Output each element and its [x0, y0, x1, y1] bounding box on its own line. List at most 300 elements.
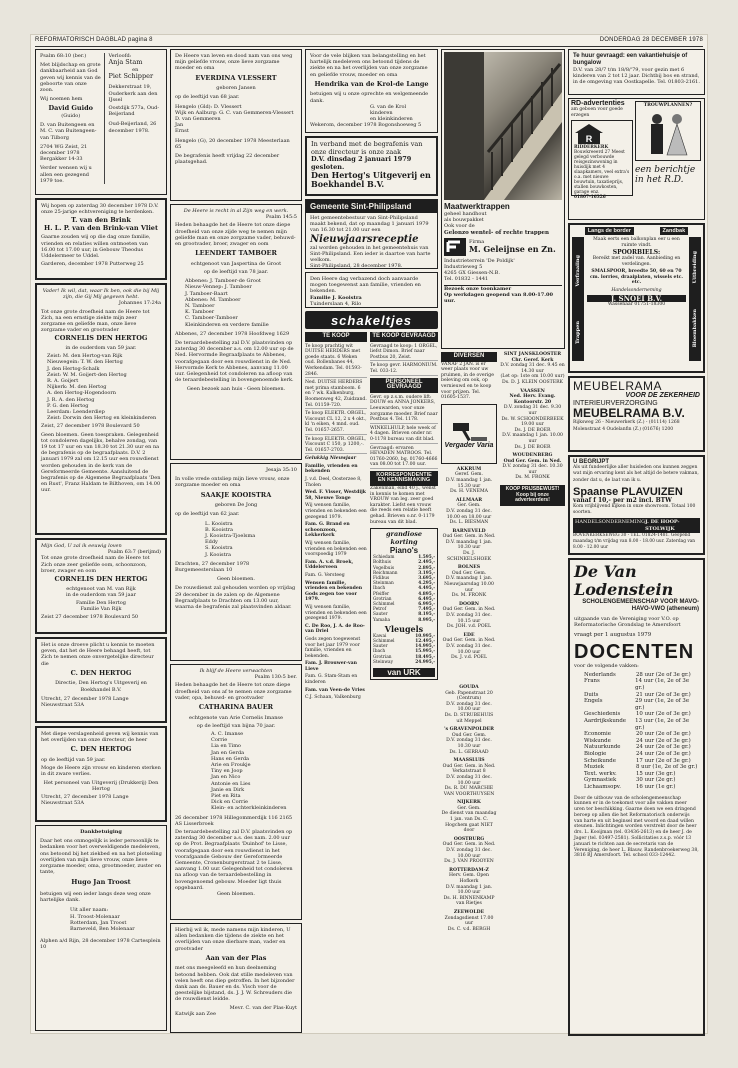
vak-hours: 21 uur (2e of 3e gr.): [636, 691, 691, 698]
stair-sub: geheel handhout als bouwpakket Ook voor de: [444, 211, 487, 230]
church-place: 's GRAVENPOLDER: [444, 727, 494, 733]
thanks-notice-krol: [305, 49, 438, 133]
church-line: Ds. J. SCHINKELSHOEK: [446, 551, 492, 562]
vak-row: [584, 784, 699, 791]
banner-text: schakeltjes: [330, 312, 413, 328]
wish-sign: Familie, vrienden en bekenden: [305, 463, 358, 475]
age: op de leeftijd van 59 jaar.: [41, 756, 106, 763]
deceased-name: Hendrika van de Krol-de Lange: [314, 79, 429, 88]
price-name: Steinway: [373, 659, 394, 665]
meubelrama-ad: [568, 376, 705, 452]
vak-name: Gymnastiek: [584, 777, 617, 784]
municipality-notice: [305, 199, 438, 269]
church-entry: [441, 498, 497, 526]
gevraagd-list: [370, 344, 438, 376]
intro-text: De Heere van leven en dood nam van ons weg mijn geliefde vrouw, onze lieve zorgzame moeder en oma: [175, 53, 293, 72]
plavuis-title: Spaanse PLAVUIZEN: [573, 485, 683, 498]
price-name: Sauter: [373, 612, 388, 618]
vak-name: Biologie: [584, 750, 607, 757]
bungalow-text: D.V. van 28/7 t/m 18/8/'79, voor gezin met 6 kinderen van 2 tot 12 jaar. Dichtbij bos en strand, in de omgeving van Oostkapelle. Tel. 01803-2161.: [573, 67, 700, 86]
diversen-kerk-row: [441, 352, 565, 682]
vak-hours: 24 uur (2e of 3e gr.): [636, 744, 691, 751]
meubelrama-slogan: VOOR DE ZEKERHEID: [625, 392, 700, 399]
place-date: Zeist 27 december 1978 Boulevard 50: [41, 614, 139, 621]
vak-hours: 24 uur (2e of 3e gr.): [636, 750, 691, 757]
funeral-info: De rouwdienst zal gehouden worden op vrijdag 29 december in de zalen op de Algemene Begraafplaats te Drachten om 13.00 uur, waarna de begrafenis zal plaatsvinden aldaar.: [175, 585, 296, 610]
vak-name: Nederlands: [584, 671, 616, 678]
plavuis-heading: U BEGRIJPT: [573, 459, 610, 465]
verloofd-label: Verloofd:: [108, 53, 132, 59]
wish-text: Fam. G. Stam-Stam en kinderen: [305, 674, 358, 686]
church-line: Nieuwjaarsdag 10.00 uur: [444, 582, 494, 593]
verse-ref: Psalm 63:7 (berijmd): [107, 549, 161, 556]
deceased-name: LEENDERT TAMBOER: [195, 249, 277, 258]
svg-text:R: R: [585, 133, 593, 144]
closed-notice: [305, 136, 438, 196]
column-2: [170, 49, 302, 1033]
rd-advertenties: [568, 98, 705, 220]
vak-name: Muziek: [584, 764, 605, 771]
church-place: VAASSEN: [520, 388, 545, 394]
title: Gemeente Sint-Philipsland: [306, 200, 437, 213]
intro-text: Wij hopen op zaterdag 30 december 1978 D.V. onze 25-jarige echtvereniging te herdenken.: [41, 203, 159, 216]
church-org: Oud Ger. Gem. in Ned.: [503, 458, 562, 464]
church-line: Ds. H. VENEMA: [450, 489, 488, 495]
vak-row: [584, 698, 699, 711]
church-entry: [441, 837, 497, 865]
church-org: Ned. Herv. Evang. Kontoorstr. 20: [509, 394, 556, 405]
wish-sign: Fam. J. Brouwer-van Lieve: [305, 661, 357, 672]
title: Dankbetuiging: [80, 829, 122, 835]
verse-ref: Johannes 17:24a: [118, 300, 161, 307]
church-line: Oud Ger. Gem. in Ned.: [442, 763, 496, 769]
price-name: Steinman: [373, 581, 394, 587]
age: op de leeftijd van 68 jaar.: [175, 94, 240, 101]
snoei-side-trappen: Trappen: [574, 320, 581, 344]
family-list: Abbenes: J. Tamboer-de Groot Nieuw-Vennep: J. Tamboer J. Tamboer-Baart Abbenes: M. Tamboer N. Tamboer K. Tamboer C. Tamboer-Tamboer Kleinkinderen en verdere familie: [185, 278, 269, 328]
price-name: Schiedam: [373, 555, 395, 561]
intro-text: In volle vrede ontsliep mijn lieve vrouw, onze zorgzame moeder en oma: [175, 476, 290, 489]
family-list: Zeist: M. den Hertog-van Rijk Nieuwegein: T. W. den Hertog J. den Hertog-Schalk Zeist: W. M. Goijert-den Hertog R. A. Goijert Nijkerk: M. den Hertog A. den Hertog-Hogendoorn J. R. A. den Hertog P. G. den Hertog Leerdam: Leenderdiep Zeist: Dorwin den Hertog en kleinkinderen: [47, 353, 157, 422]
column-4: [441, 49, 565, 1033]
bungalow-title: Te huur gevraagd: een vakantiehuisje of bungalow: [573, 53, 688, 66]
verse: Mijn God, U zal ik eeuwig loven: [41, 543, 122, 549]
price-name: Grotrian: [373, 654, 392, 660]
wish-sign: Fam. G. Brand en schoonzoon, Lekkerkerk: [305, 522, 350, 539]
price-name: Reichmann: [373, 570, 398, 576]
church-entry: [441, 602, 497, 630]
firm-address: Industrieterrein 'De Poldijk' Industrieweg 5 4265 GX Giessen-N.B. Tel. 01832 - 1441: [444, 257, 515, 283]
verse: Psalm 68:10 (ber.): [40, 53, 87, 59]
classified-item: WINKELHULP, hele week of 4 dagen. Brieven onder nr. 0-1178 bureau van dit blad.: [370, 426, 438, 444]
price-value: 10.995,-: [415, 633, 435, 639]
church-entry: [441, 467, 497, 495]
firm-hours: Bezoek onze toonkamer Op werkdagen geopend van 8.00-17.00 uur.: [444, 285, 562, 305]
church-entry: [441, 633, 497, 661]
vak-hours: 29 uur (1e, 2e of 3e gr.): [635, 698, 690, 711]
bungalow-ad: [568, 49, 705, 95]
obituary-kooistra: [170, 463, 302, 661]
family-list: L. Kooistra B. Kooistra J. Kooistra-Tjoelsma Eddy S. Kooistra J. Kooistra: [205, 520, 256, 558]
vak-name: Frans: [584, 678, 600, 685]
family-list: Familie Den Hertog Familie Van Rijk: [76, 599, 126, 613]
body-text: Daar het ons onmogelijk is ieder persoonlijk te bedanken voor het overweldigende medeleven, ons betoond bij het ziekbed en na het plotseling overlijden van mijn lieve vrouw, onze lieve zorgzame moeder, oma, grootmoeder, zuster en tante,: [40, 838, 162, 876]
staff: Het personeel van Uitgeverij (Drukkerij) Den Hertog: [43, 779, 159, 792]
church-place: GOUDA: [459, 685, 479, 690]
church-line: Ds. JOH. v.d. POEL: [446, 624, 492, 630]
church-line: Oud Ger. Gem. in Ned.: [442, 638, 496, 644]
intro-text: Tot onze grote droefheid nam de Heere tot Zich onze zeer geliefde oom, schoonzoon, broer, zwager en oom: [41, 555, 150, 574]
vak-hours: 13 uur (1e, 2e of 3e gr.): [635, 717, 690, 731]
church-entry: [441, 529, 497, 563]
church-line: D.V. maandag 1 jan. 15.30 uur: [445, 477, 493, 489]
vak-row: [584, 777, 699, 784]
vak-name: Wiskunde: [584, 737, 611, 744]
age: in de ouderdom van 59 jaar: [66, 591, 136, 598]
price-name: Yamaha: [373, 617, 391, 623]
header-right: DONDERDAG 28 DECEMBER 1978: [599, 37, 703, 43]
funeral-info: De teraardebestelling zal D.V. plaatsvinden op zaterdag 30 december a.s. om 12.00 uur op de Ned. Hervormde Begraafplaats te Abbenes, voorafgegaan door een rouwdienst in de Ned. Hervormde Kerk te Abbenes, aanvang 11.00 uur. Gelegenheid tot condoleren na afloop van de teraardebestelling in bovengenoemde kerk.: [175, 339, 294, 384]
koop-prijsbewust: KOOP PRIJSBEWUST! Koop bij onze adverteerders!: [500, 485, 565, 506]
church-line: D.V. maandag 1 jan. 10.30 uur: [445, 539, 493, 551]
child-name: David Guido: [48, 104, 93, 113]
intro-text: Voor de vele blijken van belangstelling en het hartelijk medeleven ons betoond tijdens de ziekte en na het overlijden van onze zorgzame en geliefde vrouw, moeder en oma: [310, 53, 428, 78]
church-line: D.V. zondag 31 dec. 10.00 en 18.00 uur: [446, 508, 492, 520]
obituary-bauer: [170, 664, 302, 920]
place-date: Abbenes, 27 december 1978 Hoofdweg 1629: [175, 330, 290, 337]
body-text-2: zal worden gehouden in het gemeentehuis van Sint-Philipsland. Een ieder is daartoe van harte welkom.: [310, 244, 431, 264]
church-line: D.V. maandag 1 jan. 10.00 uur: [445, 884, 493, 896]
diversen-column: [441, 352, 497, 682]
te-koop-list: [305, 344, 367, 455]
plavuis-price: vanaf f 10,- per m2 incl. BTW: [573, 496, 672, 504]
wish-text: C.J. Schaan, Valkenburg: [305, 695, 361, 701]
noem-text: Wij noemen hem: [40, 96, 83, 103]
spouse: echtgenoot van M. van Rijk: [66, 585, 136, 592]
firm-label: Firma: [469, 239, 485, 246]
lodenstein-text: uitgaande van de Vereniging voor V.O. op Reformatorische Grondslag te Amersfoort: [574, 616, 681, 629]
church-line: Zondagsdienst 17.00 uur: [444, 915, 494, 927]
section-te-koop: TE KOOP: [305, 332, 367, 342]
church-place: EDE: [463, 632, 475, 638]
vak-name: Lichaamsopv.: [584, 783, 621, 790]
church-line: De dienst van maandag 1 jan. van Ds. C. Hogchem gaat NIET door: [441, 811, 497, 834]
born-name: geboren De Jong: [214, 502, 258, 509]
age: op de leeftijd van 62 jaar.: [175, 511, 240, 518]
classified-item: Te koop ELEKTR. ORGEL, Viscount CL 12, 2 x 4 okt., kl 'n eiken, 4 mnd. oud. Tel. 01657-2657.: [305, 411, 367, 433]
snoei-smalspoor: SMALSPOOR, breedte 50, 60 en 70 cm. lorries, draaiplaten, wissels etc. etc.: [590, 269, 683, 286]
fiance-2: Piet Schipper: [108, 71, 154, 80]
piano-ad: [370, 528, 438, 680]
snoei-text-3: Bereikt met zadel van. Aanbieding en verdelingen.: [592, 255, 681, 267]
thanks-notice-plas: [170, 923, 302, 1033]
verse: De Heere is recht in al Zijn weg en werk.: [183, 208, 289, 214]
vleugel-list: [373, 634, 435, 665]
church-line: Ger. Gem.: [457, 503, 481, 509]
vak-name: Engels: [584, 698, 603, 705]
rd-sub: am geboen voor goede erzegen: [571, 107, 623, 119]
thanks-text: betuigen wij een ieder langs deze weg onze hartelijke dank.: [40, 890, 151, 904]
lodenstein-logo: De Van Lodenstein: [574, 562, 674, 599]
price-value: 6.495,-: [418, 596, 435, 602]
church-line: Ds. H. BINNENKAMP van Rietjes: [443, 895, 495, 907]
church-place: SINT JANSKLOOSTER: [503, 352, 562, 357]
bride-groom-icon: [637, 109, 697, 157]
lodenstein-footer: Door de uitbouw van de scholengemeenschap kunnen er in de toekomst voor alle vakken meer uren ter beschikking. Gaarne doen we een dringend beroep op allen die het Reformatorisch onderwijs van harte en uit beginsel met woord en daad willen steunen. Inlichtingen worden verstrekt door de heer drs. L. Kooijman (tel. 03436-2613) en de heer J. de Jager (tel. 03497-2581). Sollicitaties z.s.p. vóór 13 januari te richten aan de secretaris van de Vereniging, de heer L. Blauw, Randenbroekerweg 38, 3816 BJ Amersfoort. Tel. school 033-12442.: [574, 795, 699, 859]
classifieds-right: [370, 332, 438, 1038]
verse-ref: Psalm 130:5 ber.: [254, 674, 297, 681]
classified-item: Ned. DUITSE HERDERS met prima stamboom. 6 en 7 wk. Kalkenburg, Boomenweg 42, Zuidzand. Tel. 01159-720.: [305, 380, 367, 408]
deceased-name: EVERDINA VLESSERT: [195, 73, 277, 82]
docenten-voor: voor de volgende vakken:: [574, 662, 639, 669]
bericht-slogan: een berichtje in het R.D.: [635, 165, 696, 185]
church-line: D.V. maandag 1 jan.: [445, 576, 493, 582]
church-line: Geref. Gem.: [455, 472, 483, 478]
church-line: Oud Ger. Gem. in Ned.: [442, 842, 496, 848]
wish-sign: Wensen familie, vrienden en bekenden Gods zegen toe voor 1979.: [305, 580, 363, 603]
stair-ad: [441, 49, 565, 349]
vak-row: [584, 744, 699, 751]
newspaper-page: [30, 34, 708, 1034]
address-1: Dekkerstraat 19, Ouderkerk aan den IJssel: [108, 84, 158, 103]
obituary-hertog-family: [35, 283, 167, 535]
thanks-notice-troost: [35, 825, 167, 1031]
obituary-hertog-inlaws: [35, 538, 167, 634]
price-value: 14.995,-: [415, 644, 435, 650]
address: Garderen, december 1978 Putterweg 25: [41, 261, 144, 268]
price-value: 6.995,-: [418, 602, 435, 608]
meubelrama-logo: MEUBELRAMA: [573, 379, 663, 393]
wishes-list: [305, 464, 367, 701]
church-place: MAASSLUIS: [453, 758, 485, 764]
church-lines: D.V. zondag 31 dec. 9.45 en 14.30 uur (Let op: 1ste om 10.00 uur) Ds. D. J. KLEIN OOSTERK: [500, 363, 565, 385]
verse: Ik blijf de Heere verwachten: [199, 668, 273, 674]
church-place: OOSTBURG: [453, 836, 485, 842]
signature: G. van de Krol kinderen en kleinkinderen: [370, 103, 413, 123]
ridderkerk-title: RIDDERKERK: [574, 144, 609, 150]
header-left: REFORMATORISCH DAGBLAD pagina 8: [35, 37, 153, 43]
firm-logo-icon: [444, 238, 466, 256]
column-3: [305, 49, 438, 1033]
intro-text: Heden behaagde het de Heere tot onze diepe droefheid van onze zijde weg te nemen mijn geliefde man en onze zorgzame vader, behuwd- en grootvader, broer, zwager en oom: [175, 222, 296, 248]
place-date: 26 december 1978 Hillegommerdijk 116 2165 AS Lisserbroek: [175, 814, 293, 827]
obituary-vlessert: [170, 49, 302, 201]
price-name: Sauter: [373, 644, 388, 650]
plavuis-showroom: Kom vrijblijvend kijken in onze showroom. Totaal 100 soorten.: [573, 504, 696, 516]
vak-hours: 14 uur (1e, 2e of 3e gr.): [635, 678, 690, 691]
address: Tuinderslaan 4, Rilo: [310, 300, 362, 307]
price-row: [373, 660, 435, 665]
docenten-title: DOCENTEN: [574, 640, 695, 663]
church-place: ROTTERDAM-Z: [449, 867, 489, 873]
church-place: WOUDENBERG: [512, 453, 553, 459]
closed-word: gesloten.: [311, 162, 345, 171]
church-line: Ds. L. GERRAAD: [449, 749, 489, 755]
deceased-name: CATHARINA BAUER: [198, 703, 274, 712]
ridderkerk-house-ad: [571, 120, 633, 200]
signature: Mevr. C. van der Plas-Kuyt: [229, 1004, 297, 1011]
classified-item: Gevraagd: ervaren HEVADEN MATROOS. Tel. 01760-2060, bg. 01760-4666 van 08.00 tot 17.00 uur.: [370, 445, 438, 468]
price-name: Kawai: [373, 633, 387, 639]
church-entry: [441, 758, 497, 797]
church-list-2: [441, 685, 497, 932]
ridderkerk-tel: 01807-16326: [574, 194, 606, 200]
plavuis-firm-label: HANDELSONDERNEMING: [575, 519, 646, 526]
section-diversen: DIVERSEN: [441, 352, 497, 362]
van-lodenstein-ad: [568, 558, 705, 1036]
fiance-1: Anja Stam: [108, 58, 143, 67]
vergader-varia-text: Vergader Varia: [444, 441, 494, 449]
wish-sign: C. De Roo, J. A. de Roo-van Driel: [305, 623, 365, 635]
snoei-spoorbiels: SPOORBIELS:: [612, 249, 661, 257]
price-name: Schimmel: [373, 639, 395, 645]
reception-title: Nieuwjaarsreceptie: [310, 233, 419, 245]
vak-hours: 10 uur (2e of 3e gr.): [636, 711, 691, 718]
vergader-varia-logo: [441, 404, 497, 464]
price-row: [373, 618, 435, 623]
snoei-side-verfraaiing: Verfraaiing: [574, 254, 581, 287]
wish-sign: Wed. F. Visser, Westdijk 58, Nieuwe Tonge: [305, 490, 366, 501]
rd-title: RD-advertenties: [571, 100, 625, 107]
church-place: BOLNES: [457, 565, 481, 571]
snoei-tab-zandbak: Zandbak: [660, 227, 689, 235]
plavuis-address: BOVENKERKSEWEG 30 - TEL. 01824-1481. Geopend maandag t/m vrijdag van 8.00 - 18.00 uur. Zaterdag van 8.00 - 12.00 uur: [573, 532, 696, 551]
meubelrama-service: INTERIEURVERZORGING: [573, 400, 658, 408]
church-line: Herv. Gem. Open Hofkerk: [449, 873, 489, 884]
column-1: [35, 49, 167, 1033]
plavuizen-ad: [568, 455, 705, 555]
age: op de leeftijd van 78 jaar.: [203, 268, 269, 275]
church-lines: D.V. zondag 31 dec. 9.30 uur Ds. W. SCHOONDERBEEK 19.00 uur Ds. J. DE BOER D.V. maandag 1 jan. 10.00 uur Ds. J. DE BOER: [501, 405, 564, 450]
intro-text: Met diepe verslagenheid geven wij kennis van het overlijden van onze directeur, de heer: [41, 731, 159, 744]
wish-sign: Fam. van Veen-de Vries: [305, 687, 365, 693]
price-name: Ibach: [373, 586, 386, 592]
spouse: echtgenote van Arie Cornelis Imanse: [189, 714, 283, 721]
section-personeel: PERSONEEL GEVRAAGD: [370, 378, 438, 393]
church-entry: [441, 868, 497, 907]
snoei-tab-border: Langs de border: [585, 227, 634, 235]
van-urk-logo: van URK: [373, 668, 435, 677]
snoei-name: J. SNOEI B.V.: [587, 295, 686, 303]
classified-item: Gevraagd te koop: 1 ORGEL, liefst Dimon. Brief naar Postbus 20, Zeist.: [370, 343, 438, 360]
price-name: Petrof: [373, 607, 387, 613]
last-line: Geen bloemen.: [216, 891, 255, 897]
wish-text: Gods zegen toegewenst voor het jaar 1979 voor familie, vrienden en bekenden.: [305, 636, 361, 659]
vak-row: [584, 711, 699, 718]
snoei-side-bloembakken: Bloembakken: [691, 309, 698, 348]
vak-name: Aardrijkskunde: [584, 717, 626, 724]
intro-text: Tot onze grote droefheid nam de Heere tot Zich, na een ernstige ziekte mijn zeer zorgzame en geliefde man, onze lieve zorgzame vader en grootvader: [41, 308, 150, 334]
price-name: Pfeiffer: [373, 591, 390, 597]
church-org: Chr. Geref. Kerk: [511, 357, 554, 363]
price-value: 8.195,-: [418, 612, 435, 618]
section-te-koop-gevraagd: TE KOOP GEVRAAGD: [370, 332, 438, 342]
classified-item: Te koop gevr. HARMONIUM. Tel. 033-12.: [370, 363, 438, 374]
spouse: echtgenoot van Jaspertina de Groot: [190, 260, 282, 267]
church-place: NIJKERK: [457, 800, 481, 806]
meubelrama-name: MEUBELRAMA B.V.: [573, 406, 685, 421]
church-entry: [441, 727, 497, 755]
place-date: Utrecht, 27 december 1978 Lange Nieuwstraat 53A: [41, 793, 129, 807]
church-line: D.V. zondag 31 dec. 10.00 uur: [446, 643, 492, 655]
family-list: A. C. Imanse Corrie Lia en Timo Jan en Gerda Hans en Gerda Arie en Froukje Tiny en Joop Jan en Nico Antonie en Lies Janie en Dirk Piet en Rita Dick en Corrie Klein- en achterkleinkinderen: [211, 730, 287, 812]
church-line: Ger. Gem.: [457, 805, 481, 811]
kerk-column: [500, 352, 565, 682]
price-name: Vogelbuis: [373, 565, 395, 571]
and-word: en: [132, 66, 139, 73]
price-value: 3.195,-: [418, 570, 435, 576]
vak-row: [584, 718, 699, 731]
body-text: Gaarne zouden wij op die dag onze familie, vrienden en relaties willen ontmoeten van 16.00 tot 17.00 uur, in Gebouw Theodus Uddelermeer te Uddel.: [41, 234, 151, 260]
lodenstein-vraagt: vraagt per 1 augustus 1979: [574, 632, 652, 639]
snoei-text-1: Maak eerts een balkonplan eer u een ruimte vindt.: [593, 237, 680, 248]
place-date: Utrecht, 27 december 1978 Lange Nieuwstraat 53A: [41, 695, 129, 708]
organisation: Den Hertog's Uitgeverij en Boekhandel B.V.: [311, 170, 431, 189]
ridderkerk-text: Bouwkreeerd 27 Meest gelegd verbouwde reisgezinswoning in huisdijk met 4 slaapkamers, veel extra's o.a. met nieuwe bouwtuin, taxatieprijs, stallen bouwkosten, garage enz.: [574, 149, 630, 195]
funeral-info: De teraardebestelling zal D.V. plaatsvinden op zaterdag 30 december a.s. des nam. 2.00 uur op de Prot. Begraafplaats 'Duinhof' te Lisse, voorafgegaan door een rouwdienst in het voorafgaande Gebouw der Gereformeerde Gemeente, Cronenburgerstraat 2 te Lisse, aanvang 1.00 uur. Gelegenheid tot condoleren na afloop van de teraardebestelling in bovengenoemd gebouw. Moeder ligt thuis opgebaard.: [175, 828, 293, 891]
deceased-name: C. DEN HERTOG: [70, 668, 132, 677]
price-value: 7.495,-: [418, 607, 435, 613]
organisation: Directie, Den Hertog's Uitgeverij en Boekhandel B.V.: [55, 680, 147, 693]
church-place: AKKRUM: [456, 466, 482, 472]
snoei-address: Wassenaar 01751-18300: [607, 302, 666, 308]
place-date: Zeist, 27 december 1978 Boulevard 50: [41, 423, 140, 430]
child-nickname: (Guido): [61, 112, 81, 119]
page-header: [35, 37, 703, 47]
price-value: 24.995,-: [415, 659, 435, 665]
church-line: Verkatstraat 8: [452, 769, 486, 775]
price-value: 18.495,-: [415, 654, 435, 660]
vak-name: Text. werkv.: [584, 770, 617, 777]
staircase-illustration: [444, 52, 562, 200]
wish-text: Wij wensen familie, vrienden en bekenden een gezegend 1979.: [305, 604, 367, 622]
hammer-icon: [449, 419, 489, 443]
deceased-name: CORNELIS DEN HERTOG: [54, 334, 148, 343]
vak-name: Economie: [584, 731, 611, 738]
intro-text: In verband met de begrafenis van onze directeur is onze zaak: [311, 140, 423, 156]
body-text: Het gemeentebestuur van Sint-Philipsland maakt bekend, dat op maandag 1 januari 1979 van 16.30 tot 21.00 uur een: [310, 215, 429, 234]
church-line: Ds. J. VAN PROOYEN: [444, 859, 494, 865]
plavuis-text: Als uit fundeerlijke aller huisleden ons kunnen zeggen wat mijn ervaring kent als het altijd de betere vakman, zonder dat u, de laat van ik u.: [573, 465, 699, 483]
vak-name: Scheikunde: [584, 757, 616, 764]
snoei-handelsonderneming: Handelsonderneming: [611, 287, 662, 293]
deceased-name: Aan van der Plas: [205, 953, 267, 962]
wish-text: Wij wensen familie, vrienden en bekenden een gezegend 1979.: [305, 503, 367, 520]
church-line: Ds. R. DU MARCHIE VAN VOORTHUYSEN: [443, 786, 495, 797]
vak-row: [584, 751, 699, 758]
obituary-hertog-company: [35, 637, 167, 723]
piano-sub: Piano's: [389, 546, 419, 556]
birth-notice-guido: [35, 49, 167, 195]
intro-text: Het is onze droeve plicht u kennis te moeten geven, dat het de Heere behaagd heeft, tot Zich te nemen onze onvergetelijke directeur die: [41, 642, 155, 667]
place-date: Drachten, 27 december 1978 Burgemeesterslaan 10: [175, 560, 250, 573]
wish-text: Wij wensen familie, vrienden en bekenden een voorspoedig 1979: [305, 541, 367, 558]
deceased-name: Hugo Jan Troost: [71, 878, 131, 887]
body-text: Den Heere dag verbazend doch aanvaarde mogen toegewenst aan familie, vrienden en bekenden.: [310, 276, 421, 295]
place: Katwijk aan Zee: [175, 1010, 216, 1017]
place-date: Alphen a/d Rijn, 28 december 1978 Cartesplein 10: [40, 938, 161, 951]
church-line: D.V. zondag 31 dec. 10.30 uur: [446, 738, 492, 749]
vak-row: [584, 678, 699, 691]
church-place: ZEEWOLDE: [453, 909, 485, 915]
vak-hours: 8 uur (1e, 2e of 3e gr.): [636, 764, 698, 771]
church-line: Geb. Papenstraat 20 (Centrum): [445, 690, 493, 702]
section-nieuwjaar: Gelukkig Nieuwjaar: [305, 456, 357, 462]
vleugels-title: Vleugels: [384, 623, 424, 634]
born-name: geboren Jansen: [216, 85, 256, 92]
lodenstein-sub: SCHOLENGEMEENSCHAP VOOR MAVO-HAVO-VWO (atheneum): [582, 599, 699, 612]
vak-hours: 15 uur (3e gr.): [636, 770, 676, 777]
